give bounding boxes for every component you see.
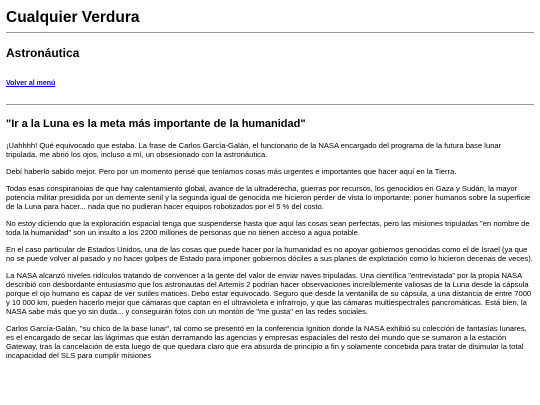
article-title: "Ir a la Luna es la meta más importante de la humanidad"	[6, 118, 306, 130]
article-paragraph: ¡Uahhhh! Qué equivocado que estaba. La frase de Carlos García-Galán, el funcionario de la NASA encargado del programa de la futura base lunar tripulada, me abrió los ojos, incluso a mí, un obsesionado con la astronáutica.	[6, 141, 502, 159]
article-paragraph: La NASA alcanzó niveles ridículos tratando de convencer a la gente del valor de enviar naves tripuladas. Una científica "entrevistada" por la propia NASA describió con desbordante entusiasmo que los astronautas del Artemis 2 podrían hacer observaciones increíblemente valiosas de la Luna desde la cápsula porque el ojo humano es capaz de ver sutiles matices. Debo estar equivocado. Seguro que desde la ventanilla de su cápsula, a una distancia de entre 7000 y 10 000 km, pueden hacerlo mejor que cámaras que captan en el ultravioleta e infrarrojo, y que las cámaras multiespectrales pancromáticas. Está bien, la NASA sabe más que yo sin duda... y conseguirán fotos con un montón de "me gusta" en las redes sociales.	[6, 271, 532, 316]
back-to-menu-link[interactable]: Volver al menú	[6, 80, 56, 87]
article-paragraph: Debí haberlo sabido mejor. Pero por un momento pensé que teníamos cosas más urgentes e importantes que hacer aquí en la Tierra.	[6, 167, 457, 176]
site-title: Cualquier Verdura	[6, 9, 140, 26]
header-divider	[6, 32, 534, 33]
article	[6, 118, 534, 360]
article-paragraph: Carlos García-Galán, "su chico de la base lunar", tal como se presentó en la conferencia Ignition donde la NASA exhibió su colección de fantasías lunares, es el encargado de secar las lágrimas que están derramando las agencias y empresas espaciales del resto del mundo que se sumaron a la estación Gateway, tras la cancelación de esta luego de que quedara claro que era absurda de principio a fin y solamente concebida para tratar de disimular la total incapacidad del SLS para cumplir misiones	[6, 324, 527, 360]
article-paragraph: En el caso particular de Estados Unidos, una de las cosas que puede hacer por la humanidad es no apoyar gobiernos genocidas como el de Israel (ya que no se puede volver al pasado y no hacer golpes de Estado para imponer gobiernos dóciles a sus planes de explotación como lo hicieron decenas de veces).	[6, 245, 533, 263]
article-paragraph: No estoy diciendo que la exploración espacial tenga que suspenderse hasta que aquí las cosas sean perfectas, pero las misiones tripuladas "en nombre de toda la humanidad" son un insulto a los 2200 millones de personas que no tienen acceso a agua potable.	[6, 219, 530, 237]
article-paragraph: Todas esas conspiranoias de que hay calentamiento global, avance de la ultraderecha, guerras por recursos, los genocidios en Gaza y Sudán, la mayor potencia militar presidida por un demente senil y la segunda igual de genocida me hicieron perder de vista lo importante: poner humanos sobre la superficie de la Luna para hacer... nada que no pudieran hacer equipos robotizados por el 5 % del costo.	[6, 184, 531, 211]
section-title: Astronáutica	[6, 46, 80, 60]
nav-divider	[6, 104, 534, 105]
